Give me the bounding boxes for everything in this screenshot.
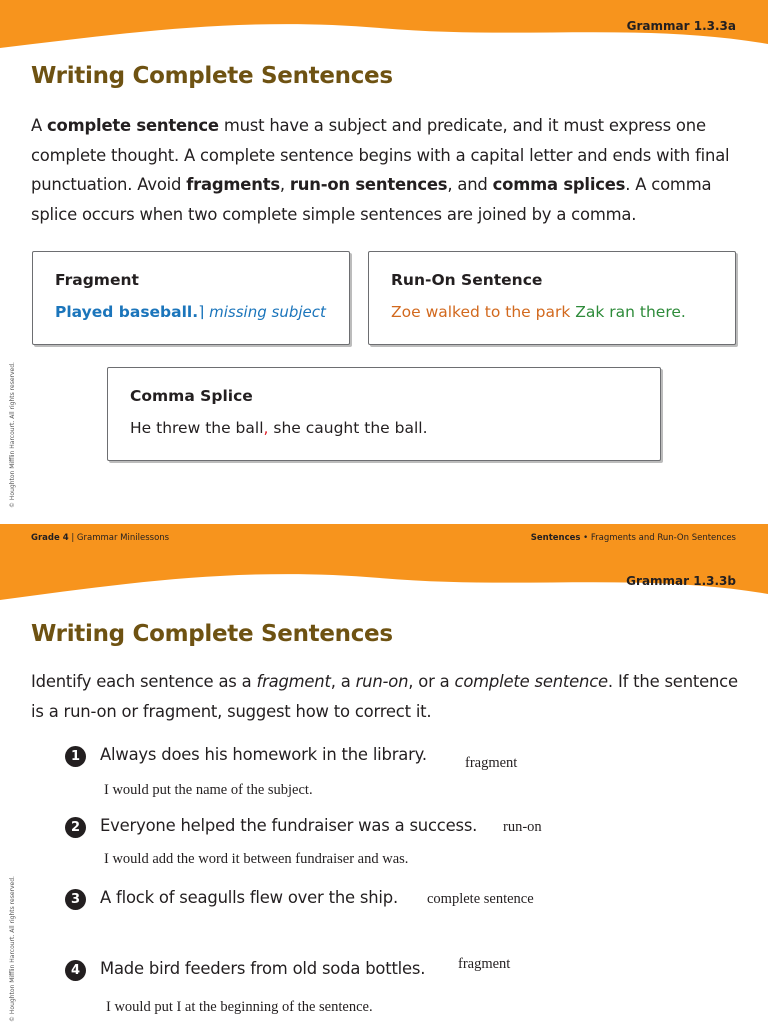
footer-grade: Grade 4 | Grammar Minilessons: [31, 533, 170, 543]
comma-splice-box: [107, 367, 661, 461]
item-correction-2: I would add the word it between fundraiser and was.: [104, 851, 409, 867]
page-title-bottom: Writing Complete Sentences: [31, 621, 393, 647]
item-answer-1: fragment: [465, 755, 518, 771]
bottom-section-label: Grammar 1.3.3b: [626, 574, 736, 588]
item-number-4: 4: [65, 960, 86, 981]
item-answer-4: fragment: [458, 956, 511, 972]
comma-splice-example: He threw the ball, she caught the ball.: [130, 419, 428, 437]
top-section-label: Grammar 1.3.3a: [626, 19, 736, 33]
item-answer-3: complete sentence: [427, 891, 534, 907]
fragment-example: Played baseball.⌉ missing subject: [55, 303, 326, 321]
intro-paragraph-top: A complete sentence must have a subject and predicate, and it must express one complete thought. A complete sentence begins with a capital letter and ends with final punctuation. Avoid fragments, run-on sentences, and comma splices. A comma splice occurs when two complete simple sentences are joined by a comma.: [31, 116, 730, 224]
item-sentence-2: Everyone helped the fundraiser was a success.: [100, 816, 478, 835]
footer-topic: Sentences • Fragments and Run-On Sentences: [530, 533, 736, 543]
comma-splice-heading: Comma Splice: [130, 387, 253, 405]
item-sentence-1: Always does his homework in the library.: [100, 745, 427, 764]
run-on-example: Zoe walked to the park Zak ran there.: [391, 303, 686, 321]
copyright-top: © Houghton Mifflin Harcourt. All rights reserved.: [9, 362, 16, 508]
item-correction-4: I would put I at the beginning of the sentence.: [106, 999, 373, 1015]
item-correction-1: I would put the name of the subject.: [104, 782, 313, 798]
fragment-box: [32, 251, 350, 345]
item-answer-2: run-on: [503, 819, 542, 835]
intro-paragraph-bottom: Identify each sentence as a fragment, a run-on, or a complete sentence. If the sentence is a run-on or fragment, suggest how to correct it.: [31, 672, 738, 721]
item-sentence-3: A flock of seagulls flew over the ship.: [100, 888, 399, 907]
item-number-3: 3: [65, 889, 86, 910]
top-header-band: [0, 0, 768, 48]
run-on-box: [368, 251, 736, 345]
item-number-2: 2: [65, 817, 86, 838]
page-title-top: Writing Complete Sentences: [31, 63, 393, 89]
run-on-heading: Run-On Sentence: [391, 271, 543, 289]
fragment-heading: Fragment: [55, 271, 139, 289]
item-sentence-4: Made bird feeders from old soda bottles.: [100, 959, 426, 978]
copyright-bottom: © Houghton Mifflin Harcourt. All rights reserved.: [9, 876, 16, 1022]
item-number-1: 1: [65, 746, 86, 767]
